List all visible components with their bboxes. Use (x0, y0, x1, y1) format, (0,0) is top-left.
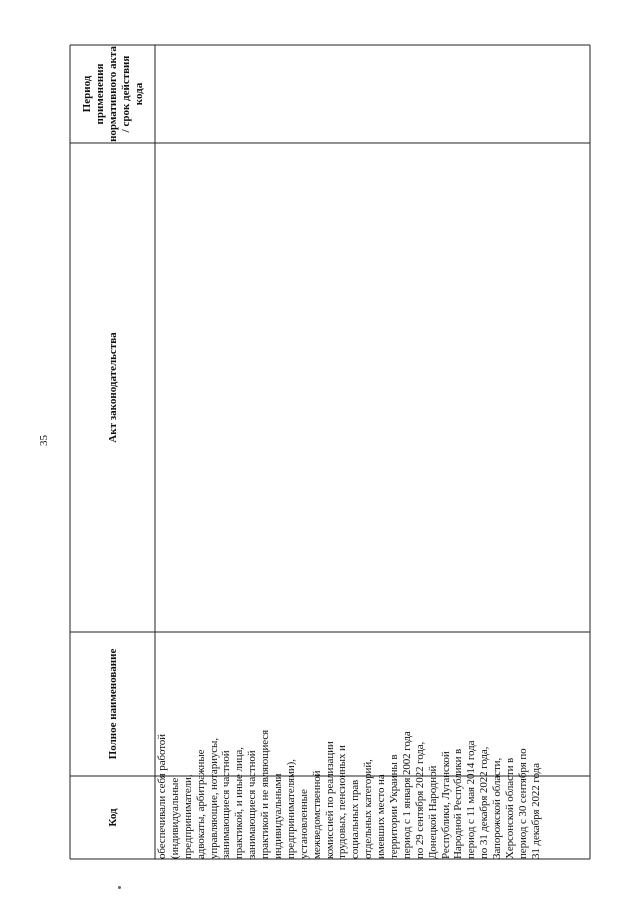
header-law-act (72, 143, 155, 632)
text-line: адвокаты, арбитражные (194, 749, 207, 859)
text-line: Народной Республики в (452, 748, 465, 859)
header-code (72, 776, 155, 859)
full-name-cell (156, 643, 542, 859)
header-full-name-label: Полное наименование (107, 648, 119, 760)
text-line: управляющие, нотариусы, (207, 738, 220, 859)
text-line: занимающиеся частной (220, 750, 233, 859)
text-line: имевших место на (375, 774, 388, 859)
text-line: территории Украины в (388, 754, 401, 859)
header-code-label: Код (107, 808, 119, 827)
text-line: по 29 сентября 2022 года, (413, 741, 426, 859)
text-line: индивидуальными (272, 773, 285, 859)
text-line: комиссией по реализации (323, 741, 336, 859)
page-number: 35 (38, 435, 50, 446)
text-line: период с 1 января 2002 года (400, 731, 413, 859)
text-line: межведомственной (310, 770, 323, 859)
text-line: по 31 декабря 2022 года, (478, 746, 491, 859)
text-line: период с 30 сентября по (516, 748, 529, 859)
text-line: период с 11 мая 2014 года (465, 740, 478, 859)
text-line: практикой и не являющиеся (259, 729, 272, 859)
text-line: Донецкой Народной (426, 765, 439, 859)
text-line: предприниматели, (181, 774, 194, 859)
text-line: Херсонской области в (504, 757, 517, 859)
text-line: Республики, Луганской (439, 751, 452, 859)
text-line: практикой, и иные лица, (233, 747, 246, 859)
header-full-name (72, 632, 155, 776)
text-line: установленные (297, 789, 310, 859)
text-line: трудовых, пенсионных и (336, 745, 349, 859)
text-line: Запорожской области, (491, 757, 504, 859)
header-law-act-label: Акт законодательства (107, 332, 119, 443)
text-line: отдельных категорий, (362, 759, 375, 859)
text-line: 31 декабря 2022 года (529, 763, 542, 859)
text-line: (индивидуальные (168, 777, 181, 859)
scan-speck (118, 886, 121, 889)
header-period-label: Период применения нормативного акта / срок действия кода (81, 46, 145, 142)
text-line: занимающиеся частной (246, 750, 259, 859)
header-period (72, 45, 155, 143)
text-line: социальных прав (349, 779, 362, 859)
text-line: предпринимателями), (284, 759, 297, 859)
text-line: обеспечивали себя работой (156, 734, 168, 859)
